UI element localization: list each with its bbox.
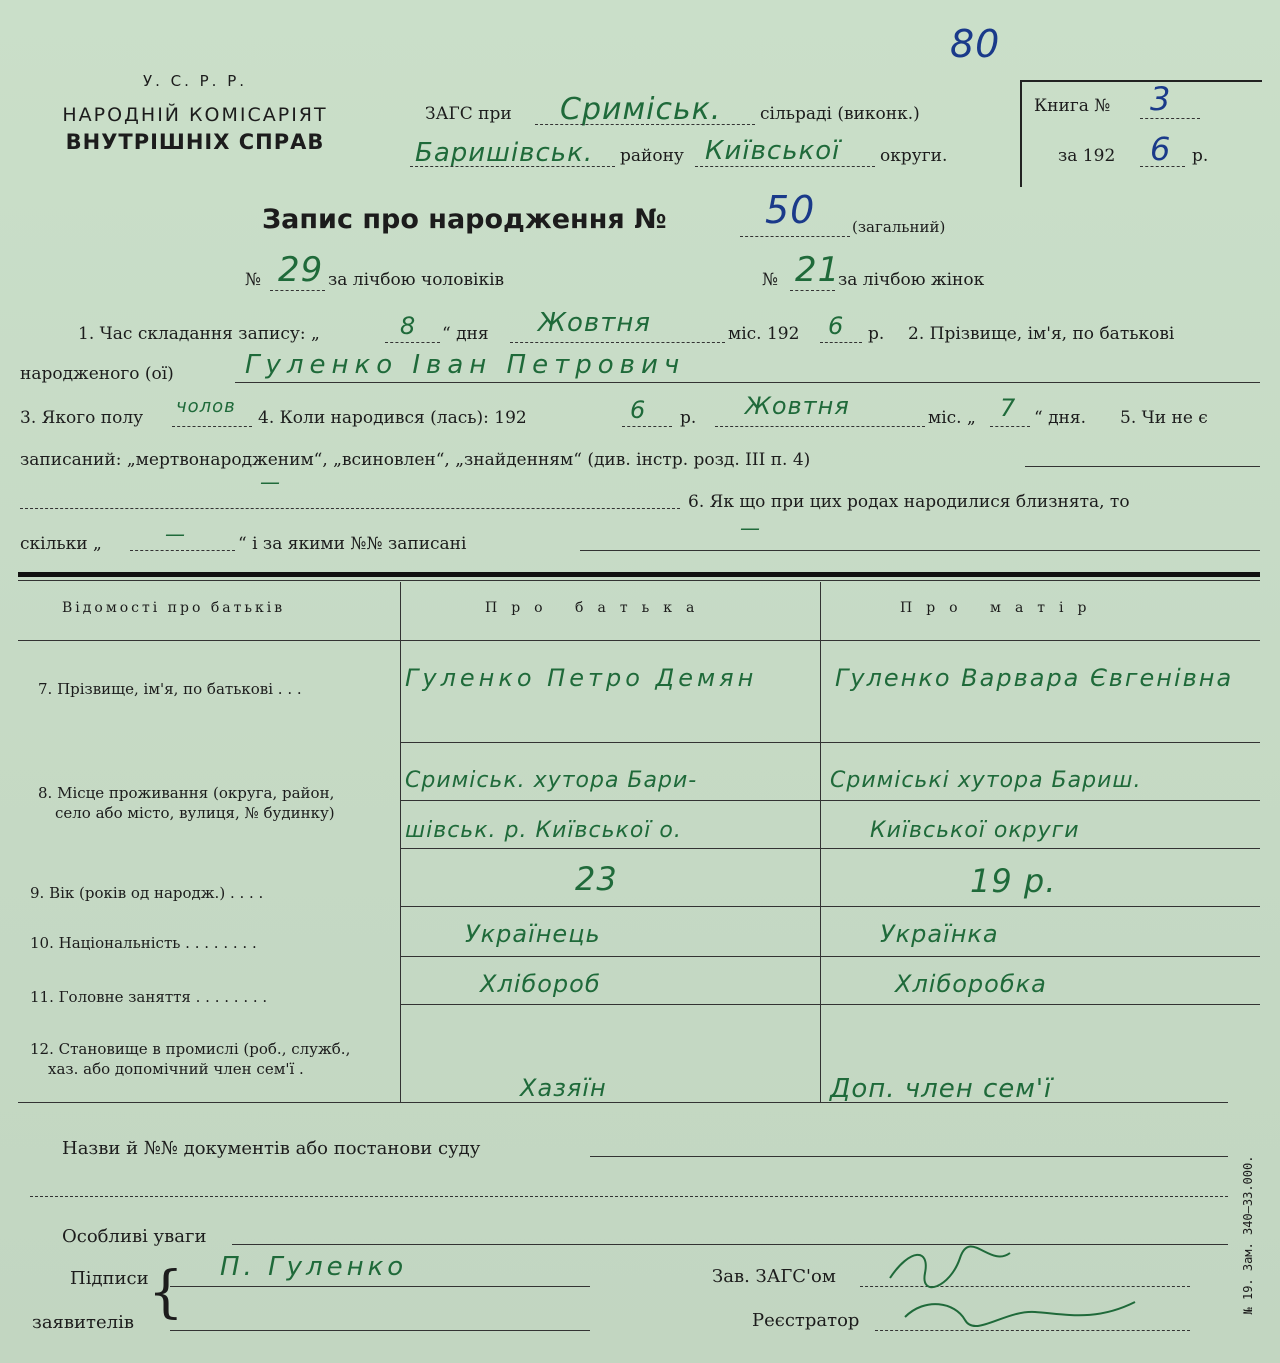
row9-label: 9. Вік (років од народж.) . . . . bbox=[30, 884, 264, 902]
zags-village-suffix: сільраді (виконк.) bbox=[760, 104, 920, 124]
book-label: Книга № bbox=[1034, 96, 1111, 116]
table-top-rule bbox=[18, 572, 1260, 577]
signature-brace: { bbox=[148, 1260, 184, 1325]
f2-label: 2. Прізвище, ім'я, по батькові bbox=[908, 324, 1175, 344]
f1-day-value: 8 bbox=[400, 312, 417, 340]
record-title: Запис про народження № bbox=[262, 204, 667, 235]
department-label: ВНУТРІШНІХ СПРАВ bbox=[65, 130, 325, 154]
women-label: за лічбою жінок bbox=[838, 270, 985, 290]
row10-father: Українець bbox=[465, 920, 601, 948]
col-header-mother: Про матір bbox=[900, 600, 1101, 616]
f4-year-value: 6 bbox=[630, 396, 647, 424]
row7-mother: Гуленко Варвара Євгенівна bbox=[835, 664, 1234, 692]
f4-month-value: Жовтня bbox=[745, 392, 850, 420]
zags-district-label: району bbox=[620, 146, 684, 166]
row8-label-2: село або місто, вулиця, № будинку) bbox=[55, 804, 335, 822]
signatures-label: Підписи bbox=[70, 1268, 149, 1289]
f2-label-2: народженого (ої) bbox=[20, 364, 174, 384]
zags-village-value: Сриміськ. bbox=[560, 92, 722, 127]
record-number-value: 50 bbox=[765, 188, 816, 232]
zags-district-value: Баришівськ. bbox=[415, 138, 594, 168]
registrar-label: Реєстратор bbox=[752, 1310, 860, 1331]
row7-father: Гуленко Петро Демян bbox=[405, 664, 758, 692]
row9-father: 23 bbox=[575, 860, 618, 898]
registrar-signature bbox=[895, 1282, 1145, 1342]
row12-label-2: хаз. або допомічний член сем'ї . bbox=[48, 1060, 304, 1078]
f4-label: 4. Коли народився (лась): 192 bbox=[258, 408, 527, 428]
f6-label-2: скільки „ bbox=[20, 534, 102, 554]
men-count-value: 29 bbox=[278, 250, 324, 290]
f3-value: чолов bbox=[176, 396, 236, 417]
row8-father: Сриміськ. хутора Бари- bbox=[405, 768, 698, 793]
row8-father-2: шівськ. р. Київської о. bbox=[405, 818, 682, 843]
zags-prefix: ЗАГС при bbox=[425, 104, 512, 124]
row12-mother: Доп. член сем'ї bbox=[830, 1074, 1053, 1104]
row10-mother: Українка bbox=[880, 920, 999, 948]
f1-year-suffix: р. bbox=[868, 324, 885, 344]
applicants-label: заявителів bbox=[32, 1312, 134, 1333]
row12-label: 12. Становище в промислі (роб., служб., bbox=[30, 1040, 351, 1058]
f4-day-value: 7 bbox=[1000, 394, 1017, 422]
record-general-label: (загальний) bbox=[852, 218, 946, 236]
row8-label: 8. Місце проживання (округа, район, bbox=[38, 784, 335, 802]
zags-okrug-label: округи. bbox=[880, 146, 948, 166]
f1-day-label: “ дня bbox=[442, 324, 489, 344]
f4-day-label: “ дня. bbox=[1034, 408, 1087, 428]
book-year-prefix: за 192 bbox=[1058, 146, 1116, 166]
book-number-value: 3 bbox=[1150, 80, 1172, 118]
corner-number: 80 bbox=[950, 22, 1001, 66]
men-prefix: № bbox=[245, 270, 262, 290]
f1-year-value: 6 bbox=[828, 312, 845, 340]
f1-month-label: міс. 192 bbox=[728, 324, 800, 344]
f4-year-suffix: р. bbox=[680, 408, 697, 428]
women-prefix: № bbox=[762, 270, 779, 290]
men-label: за лічбою чоловіків bbox=[328, 270, 505, 290]
col-header-father: Про батька bbox=[485, 600, 709, 616]
f6-numbers-value: — bbox=[740, 516, 761, 540]
table-divider-2 bbox=[820, 582, 821, 1102]
row11-mother: Хліборобка bbox=[895, 970, 1047, 998]
row12-father: Хазяїн bbox=[520, 1074, 607, 1102]
row10-label: 10. Національність . . . . . . . . bbox=[30, 934, 257, 952]
f5-label: 5. Чи не є bbox=[1120, 408, 1208, 428]
book-year-suffix: р. bbox=[1192, 146, 1209, 166]
f6-label-3: “ і за якими №№ записані bbox=[238, 534, 467, 554]
women-count-value: 21 bbox=[795, 250, 841, 290]
row8-mother-2: Київської округи bbox=[870, 818, 1080, 843]
applicant-signature: П. Гуленко bbox=[220, 1252, 408, 1282]
issuer-header bbox=[20, 72, 370, 154]
f1-month-value: Жовтня bbox=[538, 308, 652, 338]
f6-count-value: — bbox=[165, 522, 186, 546]
documents-label: Назви й №№ документів або постанови суду bbox=[62, 1138, 481, 1159]
f1-label: 1. Час складання запису: „ bbox=[78, 324, 320, 344]
row8-mother: Сриміські хутора Бариш. bbox=[830, 768, 1142, 793]
notes-label: Особливі уваги bbox=[62, 1226, 207, 1247]
row9-mother: 19 р. bbox=[970, 862, 1057, 900]
commissariat-label: НАРОДНІЙ КОМІСАРІЯТ bbox=[62, 104, 328, 126]
head-label: Зав. ЗАГС'ом bbox=[712, 1266, 836, 1287]
f3-label: 3. Якого полу bbox=[20, 408, 144, 428]
row11-father: Хлібороб bbox=[480, 970, 601, 998]
f2-name-value: Гуленко Іван Петрович bbox=[245, 350, 686, 380]
row11-label: 11. Головне заняття . . . . . . . . bbox=[30, 988, 268, 1006]
col-header-parents: Відомості про батьків bbox=[62, 600, 286, 616]
f5-value: — bbox=[260, 470, 281, 494]
f5-label-2: записаний: „мертвонародженим“, „всиновлен“, „знайденням“ (див. інстр. розд. III п. 4) bbox=[20, 450, 811, 470]
print-run-note: № 19. Зам. 340—33.000. bbox=[1241, 1155, 1255, 1315]
f6-label: 6. Як що при цих родах народилися близнята, то bbox=[688, 492, 1130, 512]
row7-label: 7. Прізвище, ім'я, по батькові . . . bbox=[38, 680, 302, 698]
book-year-value: 6 bbox=[1150, 130, 1172, 168]
table-divider-1 bbox=[400, 582, 401, 1102]
f4-month-label: міс. „ bbox=[928, 408, 976, 428]
ussr-label: У. С. Р. Р. bbox=[142, 72, 248, 90]
zags-okrug-value: Київської bbox=[705, 136, 841, 166]
